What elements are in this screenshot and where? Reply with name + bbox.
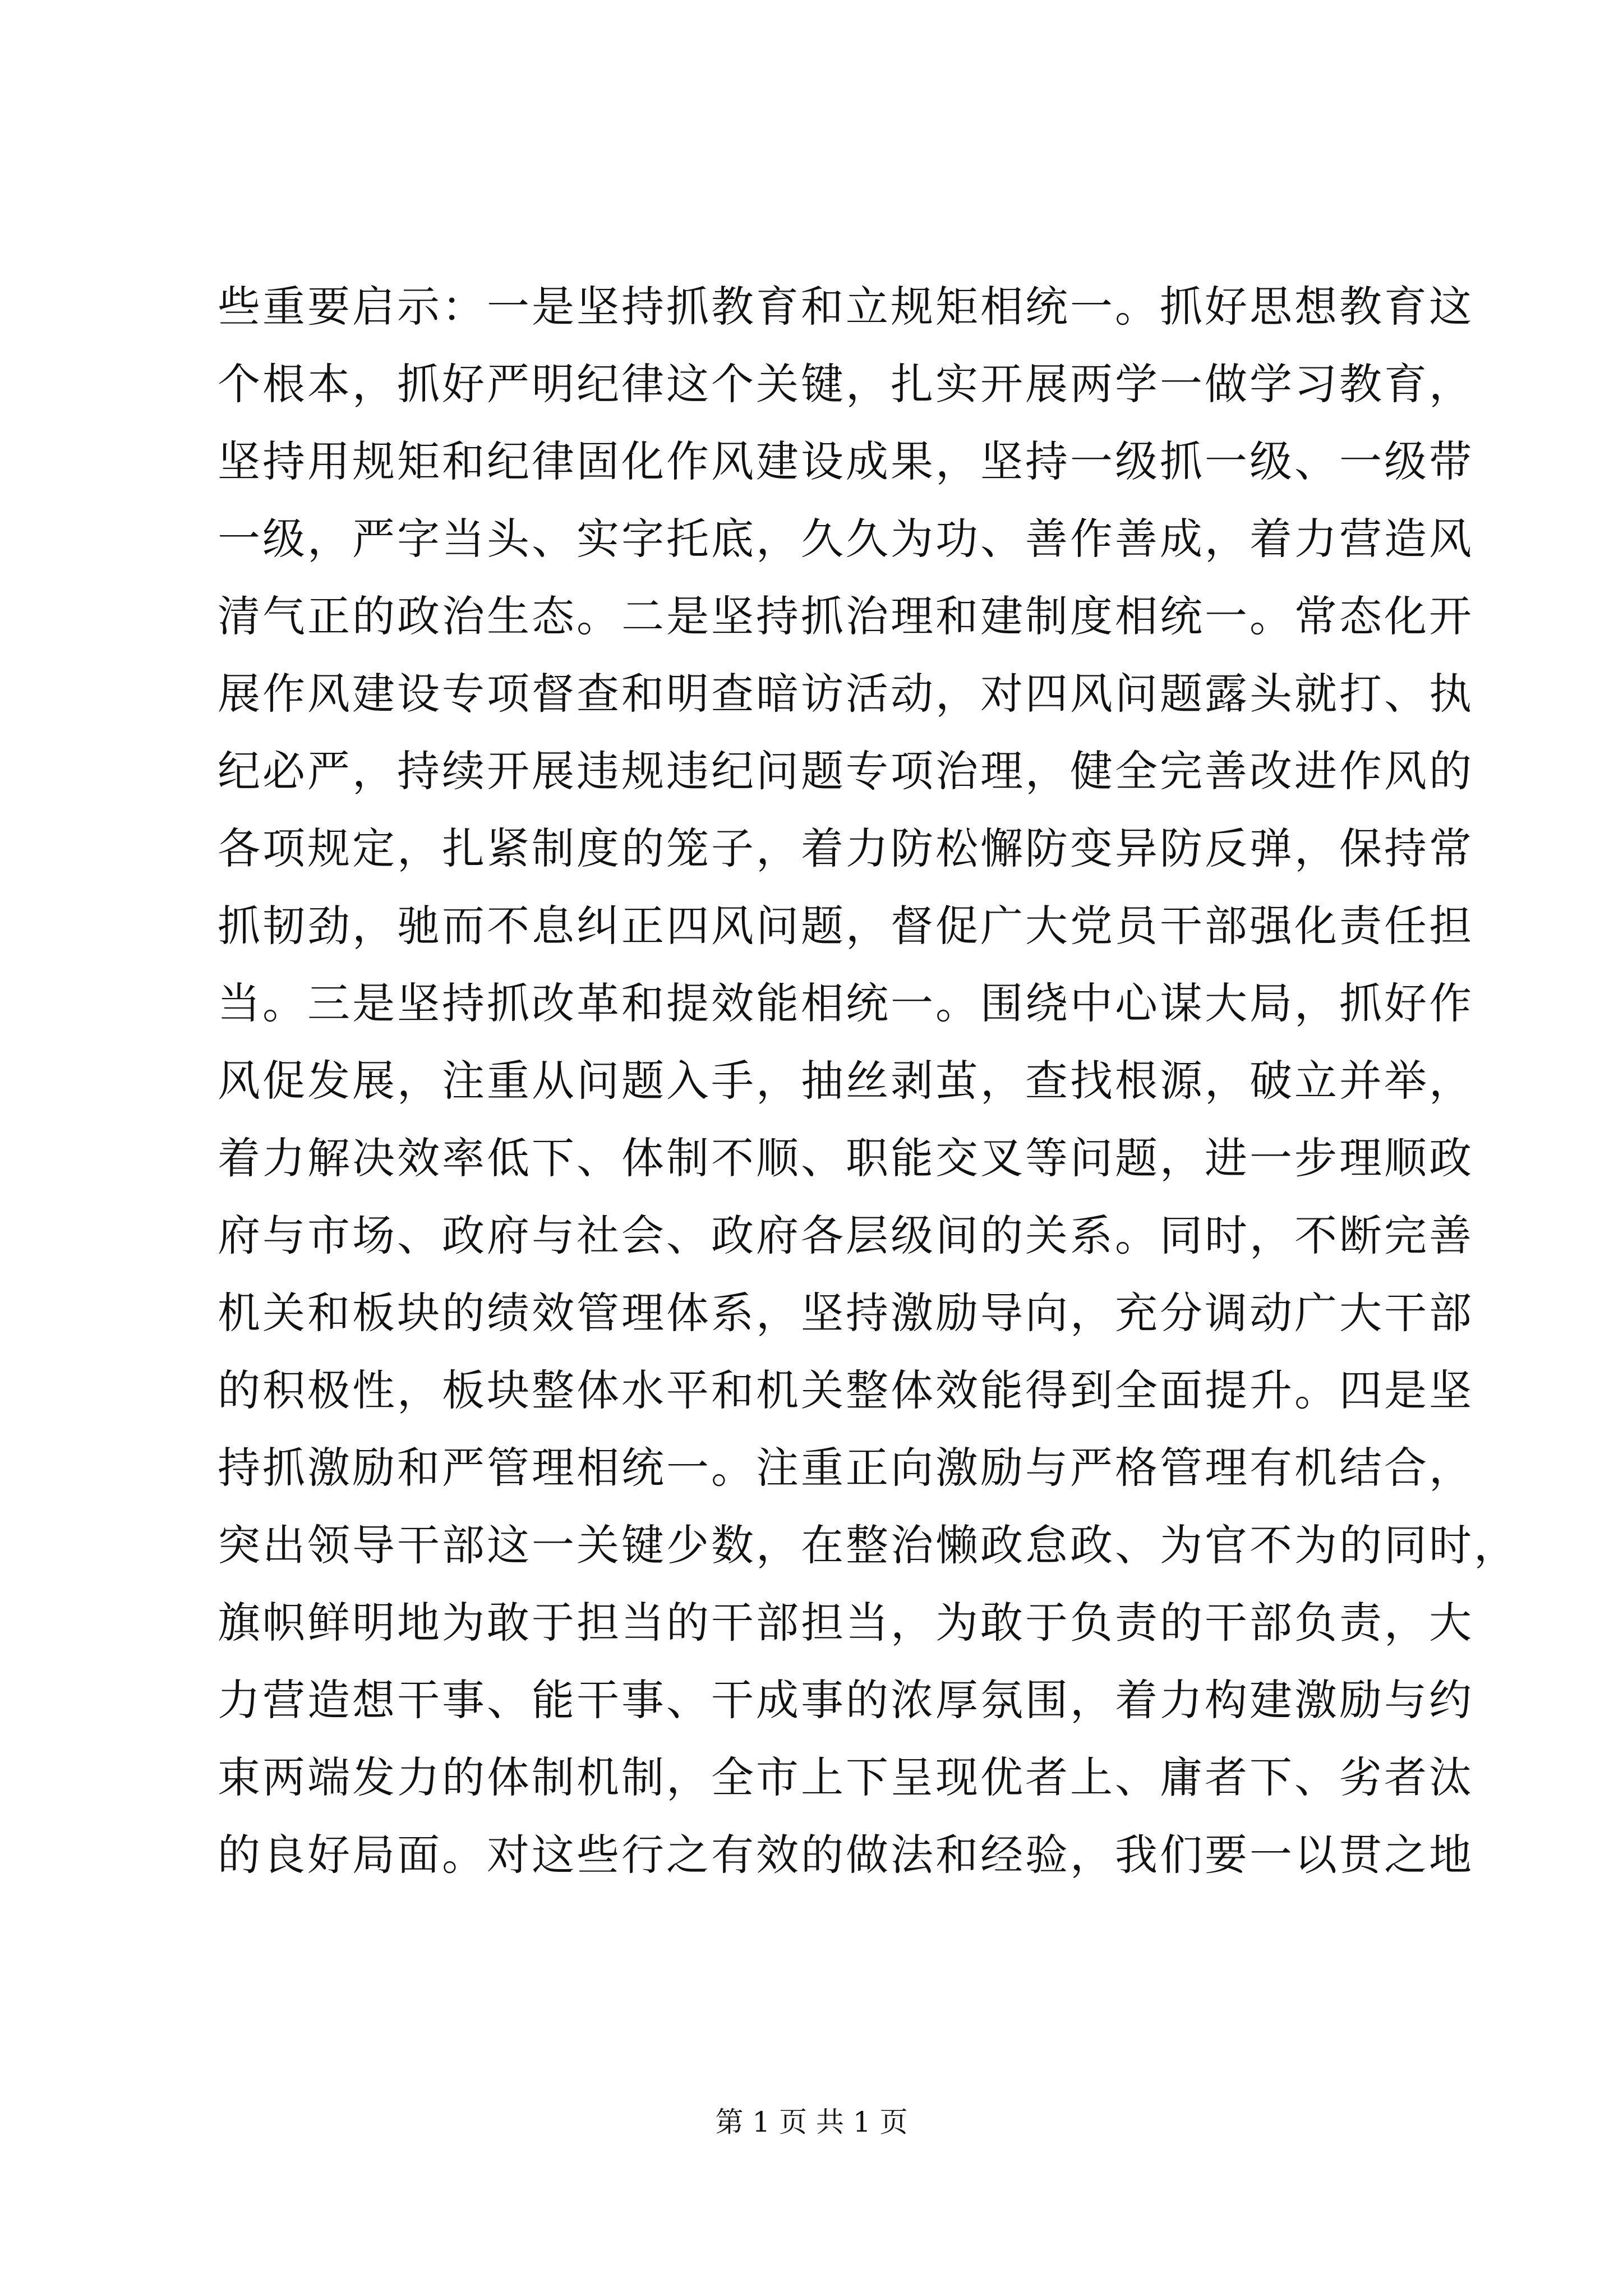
text-line: 些重要启示：一是坚持抓教育和立规矩相统一。抓好思想教育这 (218, 282, 1474, 332)
text-line: 旗帜鲜明地为敢于担当的干部担当，为敢于负责的干部负责，大 (218, 1598, 1474, 1648)
text-line: 机关和板块的绩效管理体系，坚持激励导向，充分调动广大干部 (218, 1288, 1474, 1338)
text-line: 个根本，抓好严明纪律这个关键，扎实开展两学一做学习教育， (218, 359, 1474, 409)
text-line: 着力解决效率低下、体制不顺、职能交叉等问题，进一步理顺政 (218, 1133, 1474, 1183)
text-line: 当。三是坚持抓改革和提效能相统一。围绕中心谋大局，抓好作 (218, 978, 1474, 1028)
text-line: 的良好局面。对这些行之有效的做法和经验，我们要一以贯之地 (218, 1830, 1474, 1880)
text-line: 展作风建设专项督查和明查暗访活动，对四风问题露头就打、执 (218, 669, 1474, 719)
text-line: 力营造想干事、能干事、干成事的浓厚氛围，着力构建激励与约 (218, 1675, 1474, 1725)
text-line: 一级，严字当头、实字托底，久久为功、善作善成，着力营造风 (218, 514, 1474, 564)
text-line: 府与市场、政府与社会、政府各层级间的关系。同时，不断完善 (218, 1211, 1474, 1260)
text-line: 风促发展，注重从问题入手，抽丝剥茧，查找根源，破立并举， (218, 1056, 1474, 1106)
text-line: 持抓激励和严管理相统一。注重正向激励与严格管理有机结合， (218, 1443, 1474, 1493)
text-line: 突出领导干部这一关键少数，在整治懒政怠政、为官不为的同时， (218, 1520, 1519, 1570)
text-line: 抓韧劲，驰而不息纠正四风问题，督促广大党员干部强化责任担 (218, 901, 1474, 951)
body-paragraph (218, 268, 1519, 1894)
text-line: 坚持用规矩和纪律固化作风建设成果，坚持一级抓一级、一级带 (218, 436, 1474, 486)
text-line: 纪必严，持续开展违规违纪问题专项治理，健全完善改进作风的 (218, 746, 1474, 796)
text-line: 清气正的政治生态。二是坚持抓治理和建制度相统一。常态化开 (218, 591, 1474, 641)
text-line: 各项规定，扎紧制度的笼子，着力防松懈防变异防反弹，保持常 (218, 823, 1474, 873)
text-line: 的积极性，板块整体水平和机关整体效能得到全面提升。四是坚 (218, 1365, 1474, 1415)
page-number-footer: 第 1 页 共 1 页 (715, 2106, 908, 2138)
text-line: 束两端发力的体制机制，全市上下呈现优者上、庸者下、劣者汰 (218, 1752, 1474, 1802)
